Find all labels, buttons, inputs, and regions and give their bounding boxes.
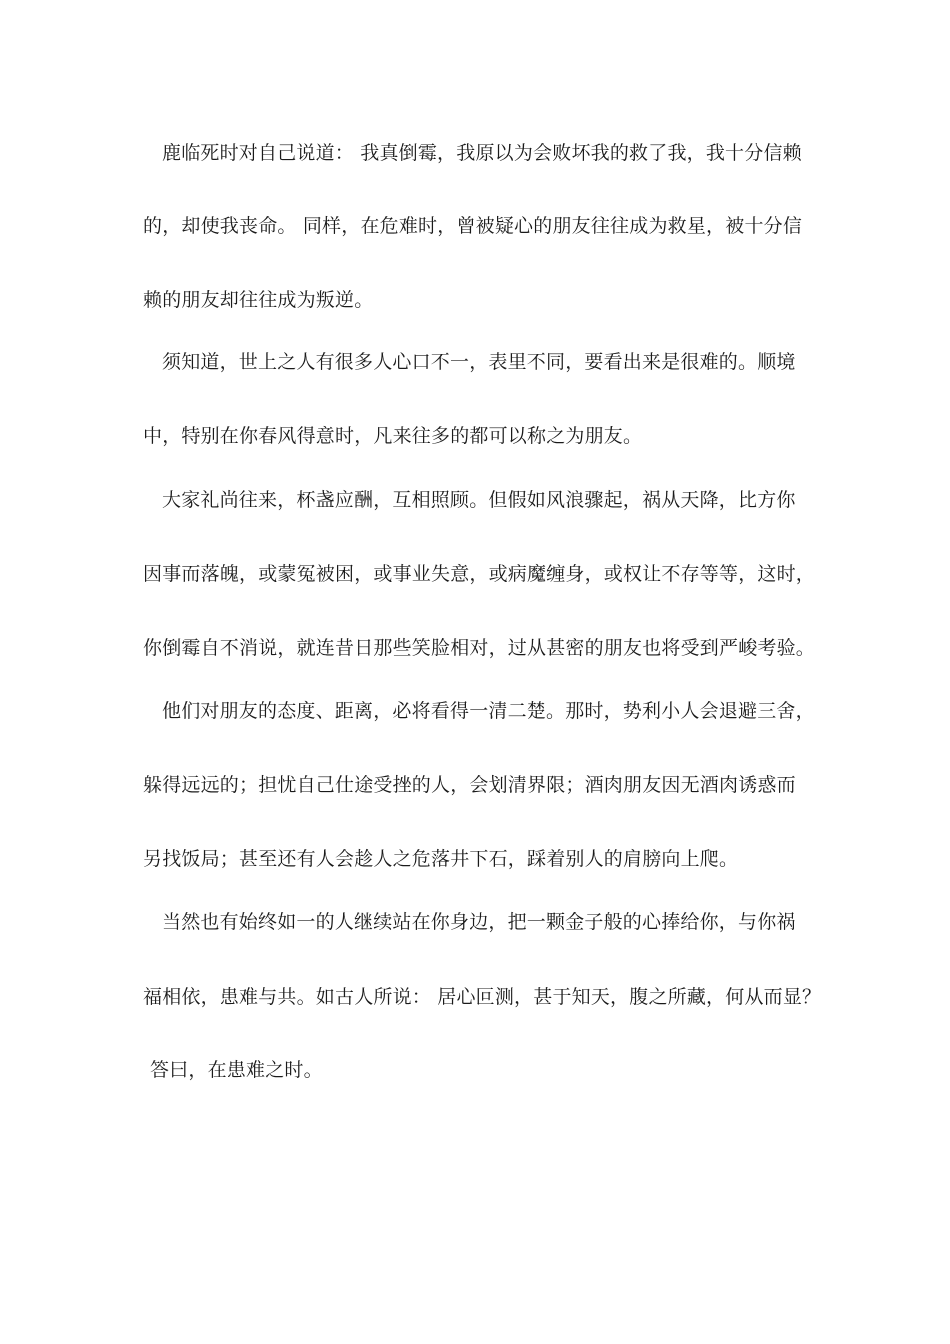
text-line: 你倒霉自不消说，就连昔日那些笑脸相对，过从甚密的朋友也将受到严峻考验。 bbox=[143, 637, 816, 659]
text-line: 福相依，患难与共。如古人所说： 居心叵测，甚于知天，腹之所藏，何从而显？ bbox=[143, 986, 822, 1008]
text-line: 的，却使我丧命。 同样，在危难时，曾被疑心的朋友往往成为救星，被十分信 bbox=[143, 215, 803, 237]
text-line: 赖的朋友却往往成为叛逆。 bbox=[143, 289, 374, 311]
text-line: 当然也有始终如一的人继续站在你身边，把一颗金子般的心捧给你，与你祸 bbox=[162, 911, 796, 933]
text-line: 须知道，世上之人有很多人心口不一，表里不同，要看出来是很难的。顺境 bbox=[162, 351, 796, 373]
text-line: 因事而落魄，或蒙冤被困，或事业失意，或病魔缠身，或权让不存等等，这时， bbox=[143, 563, 816, 585]
text-line: 躲得远远的；担忧自己仕途受挫的人，会划清界限；酒肉朋友因无酒肉诱惑而 bbox=[143, 774, 796, 796]
text-line: 鹿临死时对自己说道： 我真倒霉，我原以为会败坏我的救了我，我十分信赖 bbox=[162, 142, 802, 164]
text-line: 另找饭局；甚至还有人会趁人之危落井下石，踩着别人的肩膀向上爬。 bbox=[143, 848, 739, 870]
text-line: 他们对朋友的态度、距离，必将看得一清二楚。那时，势利小人会退避三舍， bbox=[162, 700, 815, 722]
text-line: 中，特别在你春风得意时，凡来往多的都可以称之为朋友。 bbox=[143, 425, 643, 447]
text-line: 答曰，在患难之时。 bbox=[150, 1059, 323, 1081]
text-line: 大家礼尚往来，杯盏应酬，互相照顾。但假如风浪骤起，祸从天降，比方你 bbox=[162, 489, 796, 511]
